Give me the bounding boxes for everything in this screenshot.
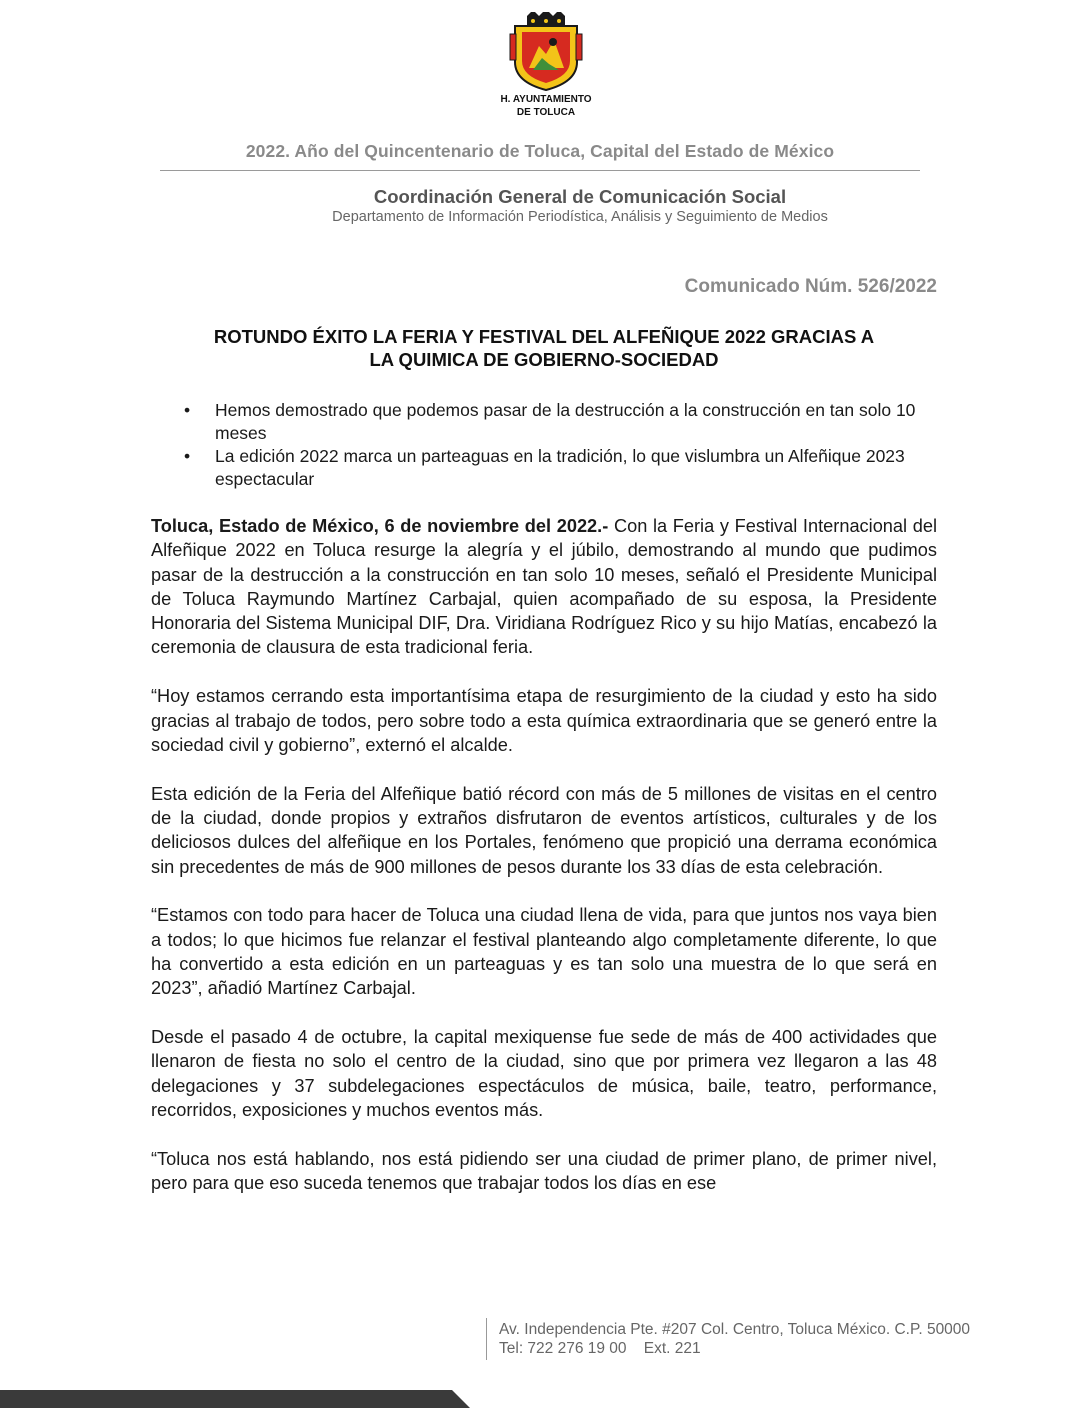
paragraph-6: “Toluca nos está hablando, nos está pidiendo ser una ciudad de primer plano, de primer nivel, pero para que eso suceda tenemos que trabajar todos los días en ese [151,1148,937,1194]
bullet-item [184,399,936,445]
bullet-icon: • [184,400,191,420]
paragraph-1-text: Con la Feria y Festival Internacional del Alfeñique 2022 en Toluca resurge la alegría y el júbilo, demostrando al mundo que pudimos pasar de la destrucción a la construcción en tan solo 10 meses, señaló el Presidente Municipal de Toluca Raymundo Martínez Carbajal, quien acompañado de su esposa, la Presidente Honoraria del Sistema Municipal DIF, Dra. Viridiana Rodríguez Rico y su hijo Matías, encabezó la ceremonia de clausura de esta tradicional feria. [151,516,938,658]
footer-phone: Tel: 722 276 19 00 Ext. 221 [499,1340,701,1357]
bullet-icon: • [184,446,191,466]
footer-contact [499,1320,970,1358]
paragraph-3: Esta edición de la Feria del Alfeñique batió récord con más de 5 millones de visitas en el centro de la ciudad, donde propios y extraños disfrutaron de eventos artísticos, culturales y de los deliciosos dulces del alfeñique en los Portales, fenómeno que propició una derrama económica sin precedentes de más de 900 millones de pesos durante los 33 días de esta celebración. [151,783,937,877]
department-subtitle: Departamento de Información Periodística, Análisis y Seguimiento de Medios [332,209,828,225]
bullet-text: La edición 2022 marca un parteaguas en la tradición, lo que vislumbra un Alfeñique 2023 espectacular [215,446,905,489]
headline [152,325,936,371]
headline-line-2: LA QUIMICA DE GOBIERNO-SOCIEDAD [369,349,719,370]
paragraph-4: “Estamos con todo para hacer de Toluca una ciudad llena de vida, para que juntos nos vaya bien a todos; lo que hicimos fue relanzar el festival planteando algo completamente diferente, lo que ha convertido a esta edición en un parteaguas y es tan solo una muestra de lo que será en 2023”, añadió Martínez Carbajal. [151,905,937,999]
bullet-text: Hemos demostrado que podemos pasar de la destrucción a la construcción en tan solo 10 meses [215,400,916,443]
bottom-band [0,1390,1088,1408]
motto-divider [160,170,920,171]
headline-line-1: ROTUNDO ÉXITO LA FERIA Y FESTIVAL DEL ALFEÑIQUE 2022 GRACIAS A [213,326,875,347]
motto: 2022. Año del Quincentenario de Toluca, Capital del Estado de México [245,141,835,161]
bullet-item [184,445,936,491]
footer-address: Av. Independencia Pte. #207 Col. Centro, Toluca México. C.P. 50000 [499,1321,971,1338]
logo-line-2: DE TOLUCA [516,107,576,118]
logo [490,12,602,118]
dateline: Toluca, Estado de México, 6 de noviembre del 2022.- [151,516,609,536]
footer-divider [486,1318,487,1360]
toluca-coat-of-arms-icon [509,12,583,92]
paragraph-1 [151,514,937,660]
coordination-title: Coordinación General de Comunicación Social [373,186,787,207]
article-body [151,514,937,1195]
paragraph-5: Desde el pasado 4 de octubre, la capital mexiquense fue sede de más de 400 actividades que llenaron de fiesta no solo el centro de la ciudad, sino que por primera vez llegaron a las 48 delegaciones y 37 subdelegaciones espectáculos de música, baile, teatro, performance, recorridos, exposiciones y muchos eventos más. [151,1027,937,1120]
release-number: Comunicado Núm. 526/2022 [684,276,937,297]
logo-line-1: H. AYUNTAMIENTO [500,94,592,105]
paragraph-2: “Hoy estamos cerrando esta importantísima etapa de resurgimiento de la ciudad y esto ha sido gracias al trabajo de todos, pero sobre todo a esta química extraordinaria que se generó entre la sociedad civil y gobierno”, externó el alcalde. [151,686,937,755]
summary-bullets [184,399,936,491]
